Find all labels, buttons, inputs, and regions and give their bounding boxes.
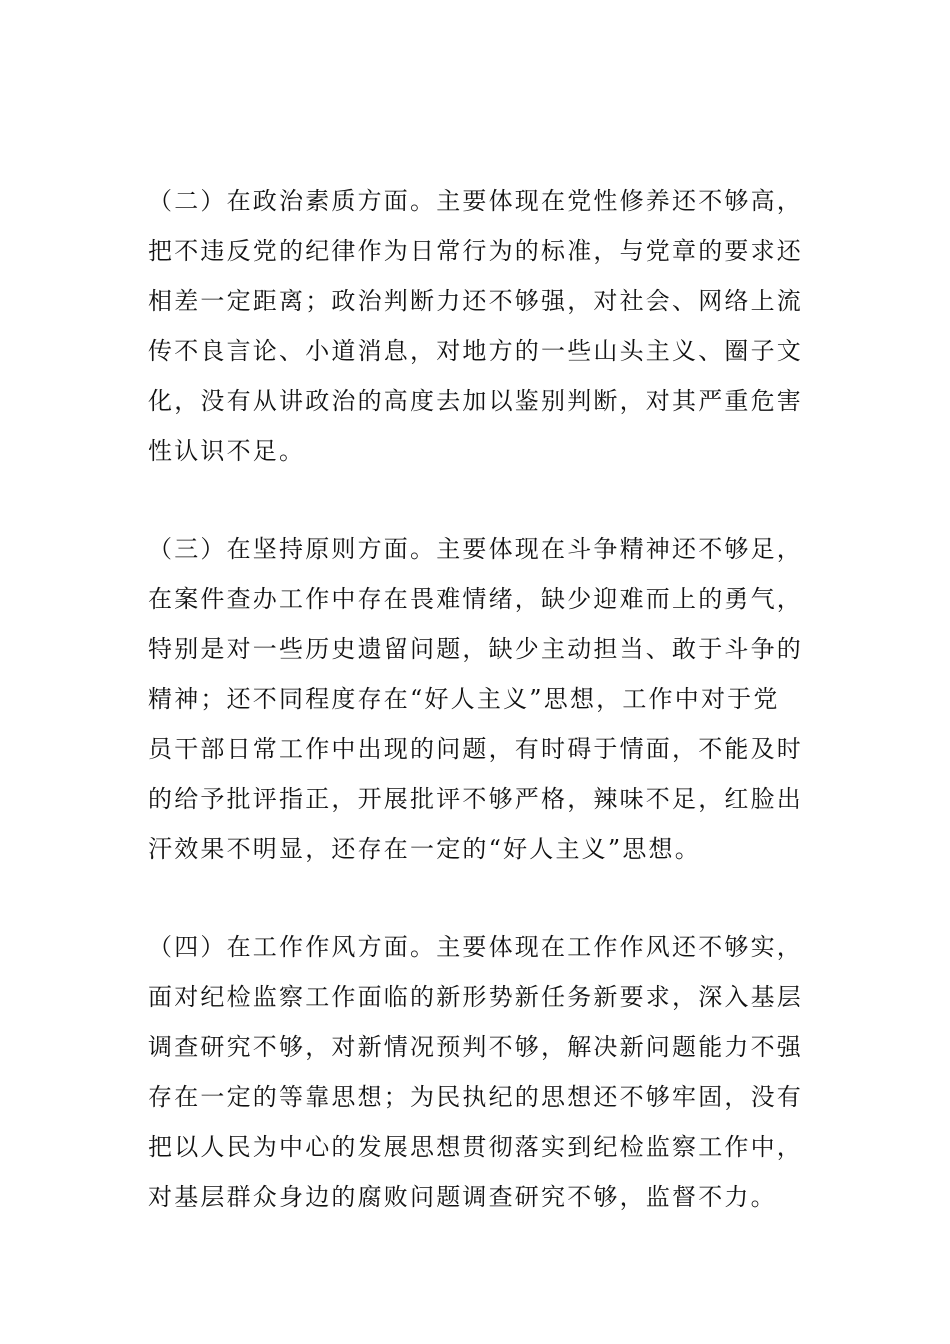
paragraph-principles — [148, 524, 828, 874]
paragraph-line: 性认识不足。 — [148, 437, 306, 465]
paragraph-line: （三）在坚持原则方面。主要体现在斗争精神还不够足， — [148, 535, 803, 563]
paragraph-work-style — [148, 922, 828, 1222]
paragraph-line: 把以人民为中心的发展思想贯彻落实到纪检监察工作中， — [148, 1133, 803, 1161]
paragraph-line: 精神；还不同程度存在“好人主义”思想，工作中对于党 — [148, 685, 780, 713]
paragraph-line: 对基层群众身边的腐败问题调查研究不够，监督不力。 — [148, 1183, 777, 1211]
paragraph-line: 把不违反党的纪律作为日常行为的标准，与党章的要求还 — [148, 237, 803, 265]
paragraph-line: （四）在工作作风方面。主要体现在工作作风还不够实， — [148, 933, 803, 961]
paragraph-line: 调查研究不够，对新情况预判不够，解决新问题能力不强 — [148, 1033, 803, 1061]
paragraph-line: 存在一定的等靠思想；为民执纪的思想还不够牢固，没有 — [148, 1083, 803, 1111]
paragraph-political-quality — [148, 176, 828, 476]
paragraph-line: （二）在政治素质方面。主要体现在党性修养还不够高， — [148, 187, 803, 215]
paragraph-line: 在案件查办工作中存在畏难情绪，缺少迎难而上的勇气， — [148, 585, 803, 613]
paragraph-line: 面对纪检监察工作面临的新形势新任务新要求，深入基层 — [148, 983, 803, 1011]
paragraph-line: 员干部日常工作中出现的问题，有时碍于情面，不能及时 — [148, 735, 803, 763]
paragraph-line: 特别是对一些历史遗留问题，缺少主动担当、敢于斗争的 — [148, 635, 803, 663]
paragraph-line: 传不良言论、小道消息，对地方的一些山头主义、圈子文 — [148, 337, 803, 365]
paragraph-line: 汗效果不明显，还存在一定的“好人主义”思想。 — [148, 835, 701, 863]
paragraph-line: 化，没有从讲政治的高度去加以鉴别判断，对其严重危害 — [148, 387, 803, 415]
paragraph-line: 相差一定距离；政治判断力还不够强，对社会、网络上流 — [148, 287, 803, 315]
paragraph-line: 的给予批评指正，开展批评不够严格，辣味不足，红脸出 — [148, 785, 803, 813]
